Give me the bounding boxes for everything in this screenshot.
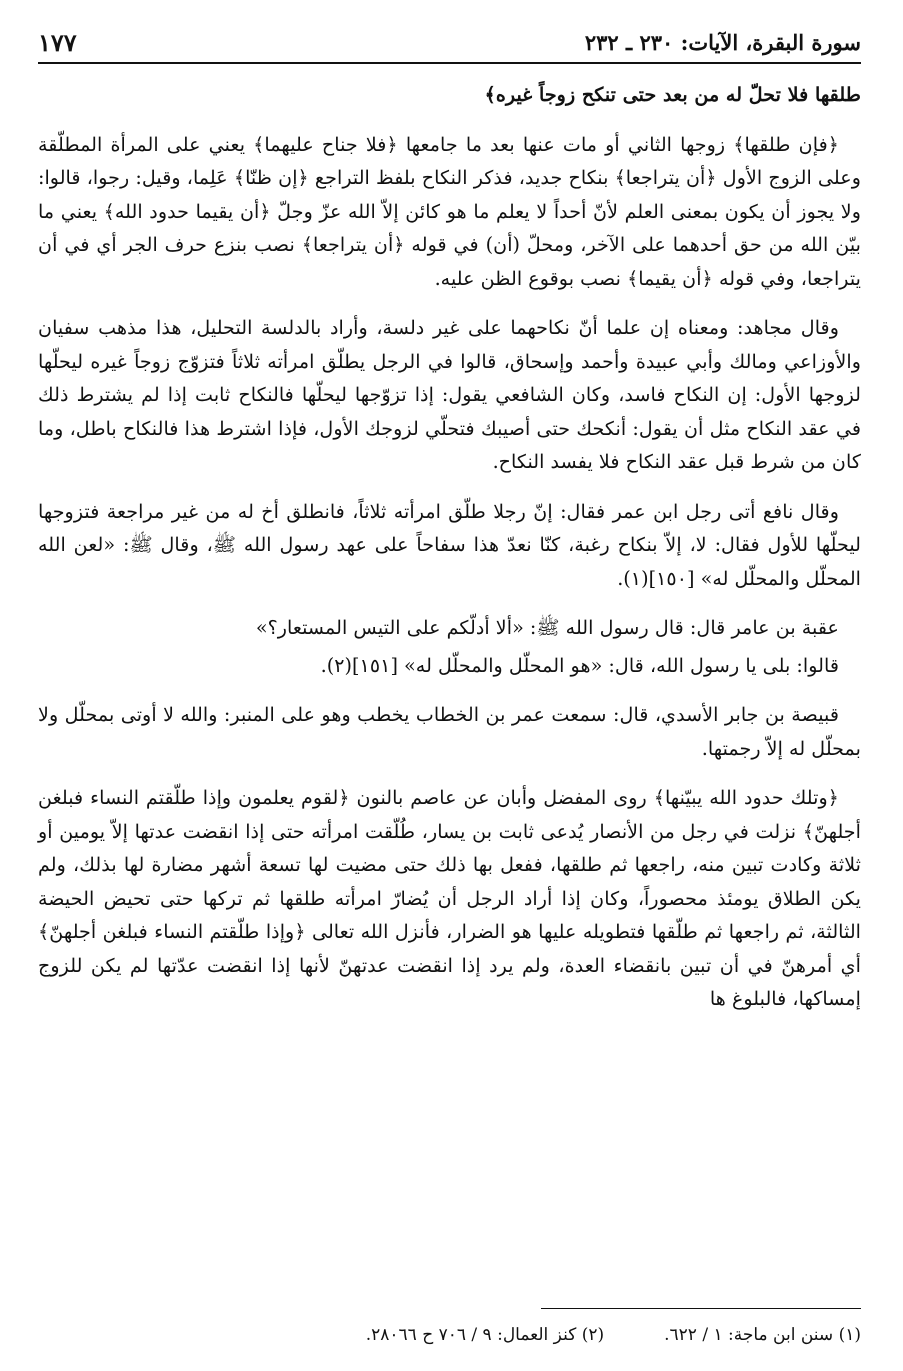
paragraph: ﴿فإن طلقها﴾ زوجها الثاني أو مات عنها بعد ما جامعها ﴿فلا جناح عليهما﴾ يعني على المرأة المطلّقة وعلى الزوج الأول ﴿أن يتراجعا﴾ بنكاح جديد، فذكر النكاح بلفظ التراجع ﴿إن ظنّا﴾ عَلِما، وقيل: رجوا، قالوا: ولا يجوز أن يكون بمعنى العلم لأنّ أحداً لا يعلم ما هو كائن إلاّ الله عزّ وجلّ ﴿أن يقيما حدود الله﴾ يعني ما بيّن الله من حق أحدهما على الآخر، ومحلّ (أن) في قوله ﴿أن يتراجعا﴾ نصب بنزع حرف الجر أي في أن يتراجعا، وفي قوله ﴿أن يقيما﴾ نصب بوقوع الظن عليه. [38, 132, 861, 290]
footnotes [38, 1325, 861, 1345]
paragraph: قبيصة بن جابر الأسدي، قال: سمعت عمر بن الخطاب يخطب وهو على المنبر: والله لا أوتى بمحلّل ولا بمحلّل له إلاّ رجمتها. [38, 703, 861, 760]
footnote-divider [541, 1308, 861, 1309]
paragraph: وقال نافع أتى رجل ابن عمر فقال: إنّ رجلا طلّق امرأته ثلاثاً، فانطلق أخ له من غير مراجعة فتزوجها ليحلّها للأول فقال: لا، إلاّ بنكاح رغبة، كنّا نعدّ هذا سفاحاً على عهد رسول الله ﷺ، وقال ﷺ: «لعن الله المحلّل والمحلّل له» [١٥٠](١). [38, 499, 861, 590]
footnote: (١) سنن ابن ماجة: ١ / ٦٢٢. [664, 1325, 861, 1345]
paragraph: ﴿وتلك حدود الله يبيّنها﴾ روى المفضل وأبان عن عاصم بالنون ﴿لقوم يعلمون وإذا طلّقتم النساء فبلغن أجلهنّ﴾ نزلت في رجل من الأنصار يُدعى ثابت بن يسار، طُلّقت امرأته حتى إذا انقضت عدتها إلاّ يومين أو ثلاثة وكادت تبين منه، راجعها ثم طلقها، ففعل بها ذلك حتى مضيت لها تسعة أشهر مضارة لها بذلك، ولم يكن الطلاق يومئذ محصوراً، وكان إذا أراد الرجل أن يُضارّ امرأته طلقها ثم تركها حتى تحيض الحيضة الثالثة، ثم راجعها ثم طلّقها فتطويله عليها هو الضرار، فأنزل الله تعالى ﴿وإذا طلّقتم النساء فبلغن أجلهنّ﴾ أي أمرهنّ في أن تبين بانقضاء العدة، ولم يرد إذا انقضت عدتهنّ لأنها إذا انقضت عدّتها لم يكن للزوج إمساكها، فالبلوغ ها [38, 786, 861, 1010]
body-text [38, 78, 861, 1032]
running-title: سورة البقرة، الآيات: ٢٣٠ ـ ٢٣٢ [584, 29, 861, 55]
paragraph: وقال مجاهد: ومعناه إن علما أنّ نكاحهما على غير دلسة، وأراد بالدلسة التحليل، هذا مذهب سفيان والأوزاعي ومالك وأبي عبيدة وأحمد وإسحاق، قالوا في الرجل يطلّق امرأته ثلاثاً فتزوّج زوجاً غيره ليحلّها لزوجها الأول: إن النكاح فاسد، وكان الشافعي يقول: إذا تزوّجها ليحلّها فالنكاح ثابت إذا لم يشترط ذلك في عقد النكاح مثل أن يقول: أنكحك حتى أصيبك فتحلّي لزوجك الأول، فإذا اشترط هذا فالنكاح باطل، وما كان من شرط قبل عقد النكاح فلا يفسد النكاح. [38, 316, 861, 473]
paragraph: عقبة بن عامر قال: قال رسول الله ﷺ: «ألا أدلّكم على التيس المستعار؟» [255, 616, 839, 639]
page-number: ١٧٧ [38, 27, 77, 57]
footnote: (٢) كنز العمال: ٩ / ٧٠٦ ح ٢٨٠٦٦. [365, 1325, 605, 1345]
page-header [38, 22, 861, 64]
paragraph: قالوا: بلى يا رسول الله، قال: «هو المحلّل والمحلّل له» [١٥١](٢). [320, 653, 839, 677]
paragraph: طلقها فلا تحلّ له من بعد حتى تنكح زوجاً غيره﴾ [484, 83, 861, 106]
